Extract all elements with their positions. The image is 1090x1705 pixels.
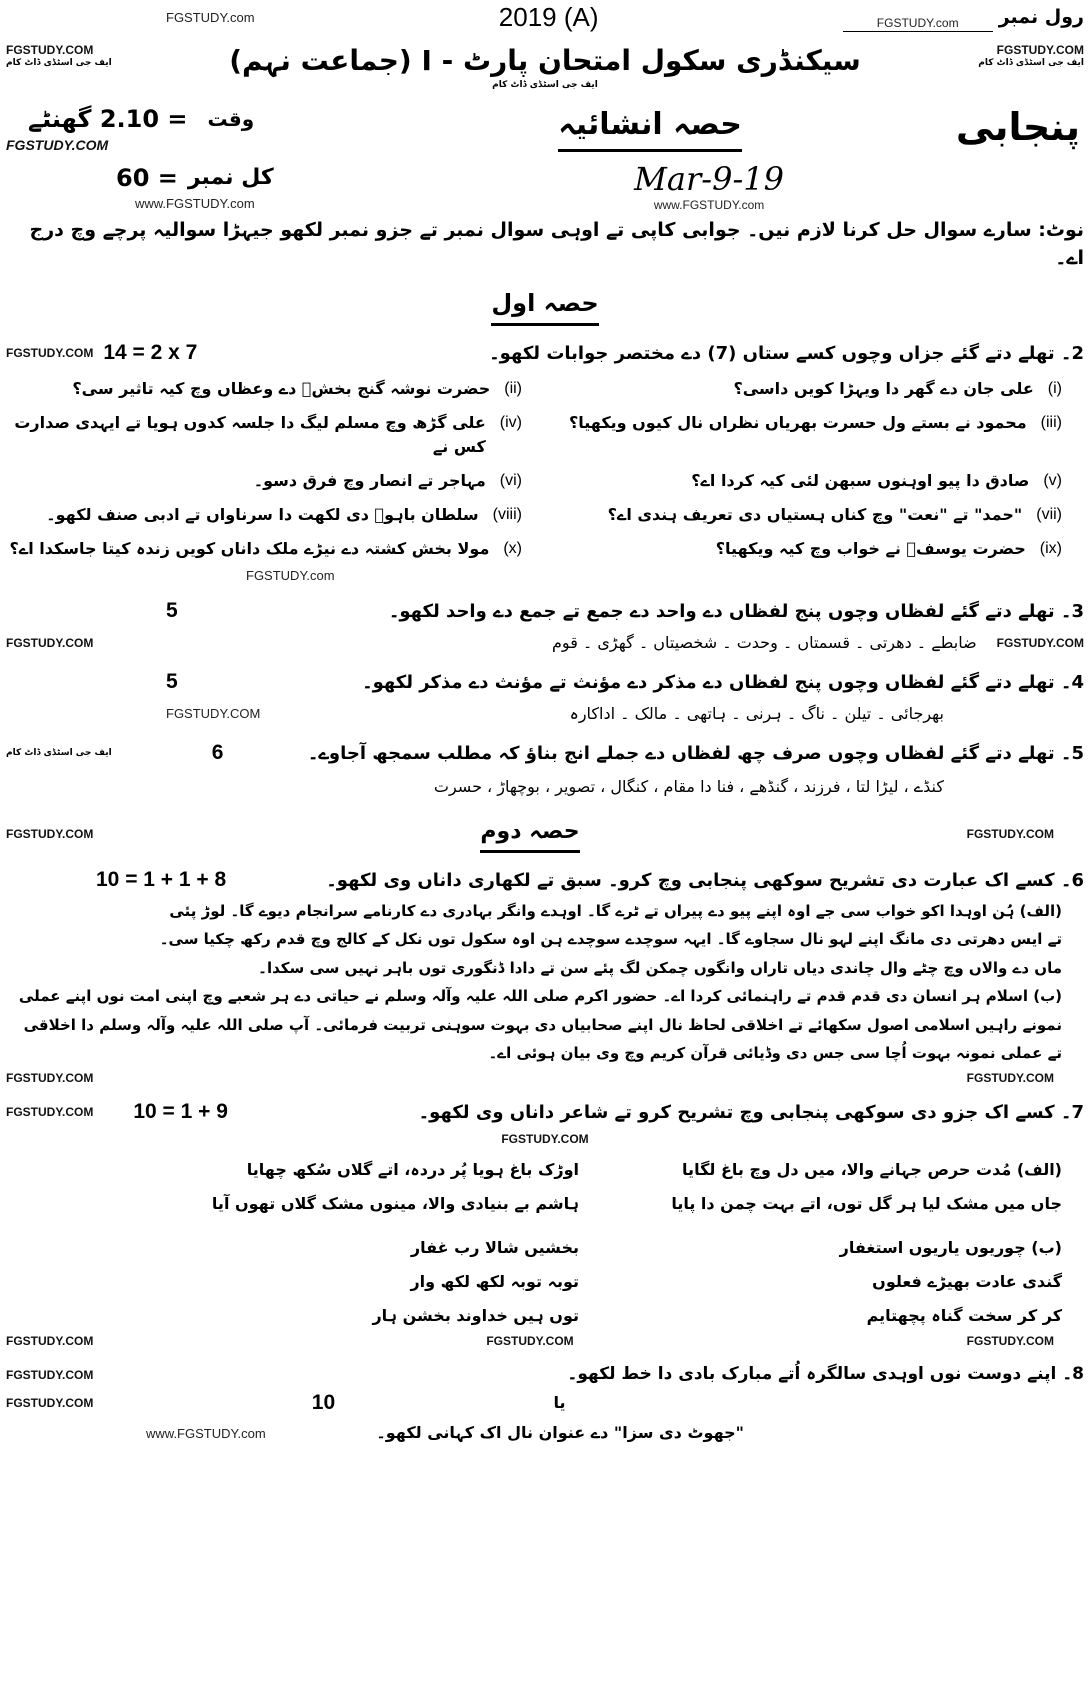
right-watermarks bbox=[978, 43, 1084, 71]
question-2-side bbox=[6, 341, 197, 365]
total-marks bbox=[116, 160, 274, 196]
q7-verse: توبہ توبہ لکھ لکھ وار bbox=[410, 1271, 579, 1291]
watermark: FGSTUDY.COM bbox=[501, 1131, 589, 1146]
watermark: FGSTUDY.COM bbox=[996, 43, 1084, 57]
q4-word-list: بھرجائی ۔ تیلن ۔ ناگ ۔ ہرنی ۔ ہاتھی ۔ مالک ۔ اداکارہ bbox=[569, 703, 944, 723]
question-8-marks: 10 bbox=[311, 1391, 336, 1415]
q5-word-list: کنڈے ، لیڑا لتا ، فرزند ، گنڈھے ، فنا دا مقام ، کنگال ، تصویر ، بوچھاڑ ، حسرت bbox=[433, 776, 944, 796]
q7-verse: توں ہیں خداوند بخشن ہار bbox=[372, 1305, 579, 1325]
exam-title: سیکنڈری سکول امتحان پارٹ - I (جماعت نہم) bbox=[229, 44, 861, 77]
watermark: www.FGSTUDY.com bbox=[134, 195, 255, 211]
watermark: FGSTUDY.COM bbox=[166, 706, 261, 722]
q4-words-row bbox=[6, 702, 1084, 726]
question-4: 4۔ تھلے دتے گئے لفظاں وچوں پنج لفظاں دے مذکر دے مؤنث تے مؤنث دے مذکر لکھو۔ bbox=[362, 671, 1084, 693]
question-7-side bbox=[6, 1100, 228, 1124]
watermark: FGSTUDY.COM bbox=[6, 137, 109, 154]
q2-item: (v) صادق دا پیو اوہنوں سبھن لئی کیہ کردا اے؟ bbox=[691, 470, 1062, 490]
roll-number bbox=[843, 3, 1084, 32]
q2-items bbox=[6, 377, 1062, 561]
watermark: FGSTUDY.COM bbox=[6, 43, 94, 57]
question-5-marks: 6 bbox=[211, 741, 224, 765]
question-2: 2۔ تھلے دتے گئے جزاں وچوں کسے ستاں (7) دے مختصر جوابات لکھو۔ bbox=[489, 342, 1084, 364]
question-4-marks: 5 bbox=[166, 670, 178, 694]
q7-verse: گندی عادت بھیڑے فعلوں bbox=[872, 1271, 1062, 1291]
part1-heading: حصہ اول bbox=[491, 285, 598, 326]
question-6-marks: 10 = 1 + 1 + 8 bbox=[96, 868, 227, 892]
q7-verse: جاں میں مشک لیا ہر گل توں، اتے بہت چمن دا پایا bbox=[671, 1193, 1062, 1213]
q7-bay-verses bbox=[126, 1236, 1062, 1328]
question-2-marks: 14 = 2 x 7 bbox=[103, 341, 198, 365]
watermark: FGSTUDY.com bbox=[876, 15, 959, 30]
q2-item: (vi) مہاجر تے انصار وچ فرق دسو۔ bbox=[253, 470, 522, 490]
q2-item: (ii) حضرت نوشہ گنج بخشؒ دے وعظاں وچ کیہ تاثیر سی؟ bbox=[72, 378, 522, 398]
watermark: FGSTUDY.com bbox=[166, 10, 255, 25]
q6-passage-line: نمونے راہیں اسلامی اصول سکھائے تے اخلاقی لحاظ نال اپنے صحابیاں دی بہوت سوہنی تربیت فرمائی۔ آپ صلی اللہ علیہ وآلہ وسلم دا اخلاقی bbox=[23, 1015, 1062, 1034]
q6-passage-line: تے ایس دھرتی دی مانگ اپنے لہو نال سجاوے گا۔ ایہہ سوچدے سوچدے ہن اوہ سکول توں نکل کے کالج وچ قدم رکھ چکیا سی۔ bbox=[159, 930, 1062, 949]
total-value: = 60 bbox=[116, 163, 178, 192]
q2-item: (viii) سلطان باہوؒ دی لکھت دا سرناواں تے ادبی صنف لکھو۔ bbox=[46, 504, 522, 524]
part2-heading-row bbox=[6, 815, 1084, 853]
watermark: FGSTUDY.COM bbox=[996, 635, 1084, 650]
q8-or-row bbox=[6, 1391, 1084, 1415]
watermark: FGSTUDY.com bbox=[246, 567, 335, 583]
question-6: 6۔ کسے اک عبارت دی تشریح سوکھی پنجابی وچ کرو۔ سبق تے لکھاری داناں وی لکھو۔ bbox=[326, 869, 1084, 891]
q2-item: (i) علی جان دے گھر دا ویہڑا کویں داسی؟ bbox=[733, 378, 1062, 398]
q6-passage-line: تے عملی نمونہ بہوت اُچا سی جس دی وڈیائی قرآن کریم وچ وی بیان ہوئی اے۔ bbox=[488, 1044, 1062, 1063]
watermark-wrap bbox=[246, 565, 1084, 584]
question-5-row bbox=[6, 740, 1084, 767]
q6-passage-line: ماں دے والاں وچ چٹے وال چاندی دیاں تاراں وانگوں چمکن لگ پئے سن تے دادا ڈنگوری توں باہر نہیں سی سکدا۔ bbox=[258, 958, 1062, 977]
question-7-row bbox=[6, 1099, 1084, 1126]
watermark: FGSTUDY.COM bbox=[6, 1396, 94, 1411]
section-title: حصہ انشائیہ bbox=[558, 102, 742, 152]
watermark: www.FGSTUDY.com bbox=[653, 197, 765, 212]
time-block bbox=[6, 101, 255, 154]
q2-item: (x) مولا بخش کشتہ دے نیڑے ملک داناں کویں زندہ کیتا جاسکدا اے؟ bbox=[9, 538, 522, 558]
watermark: FGSTUDY.COM bbox=[6, 1070, 94, 1085]
watermark: ایف جی اسٹڈی ڈاٹ کام bbox=[6, 747, 112, 758]
question-6-side bbox=[96, 868, 226, 892]
watermark: ایف جی اسٹڈی ڈاٹ کام bbox=[6, 58, 112, 68]
question-3: 3۔ تھلے دتے گئے لفظاں وچوں پنج لفظاں دے واحد دے جمع تے جمع دے واحد لکھو۔ bbox=[388, 600, 1084, 622]
total-block bbox=[116, 160, 274, 211]
question-6-row bbox=[6, 867, 1084, 894]
total-label: کل نمبر bbox=[187, 165, 274, 191]
paper-year: 2019 (A) bbox=[498, 2, 599, 32]
question-3-marks: 5 bbox=[166, 599, 178, 623]
question-8: 8۔ اپنے دوست نوں اوہدی سالگرہ اُتے مبارک بادی دا خط لکھو۔ bbox=[567, 1363, 1084, 1384]
time-label: وقت bbox=[207, 107, 255, 132]
question-3-side bbox=[166, 599, 178, 623]
watermark: FGSTUDY.COM bbox=[966, 1070, 1054, 1085]
watermark: FGSTUDY.COM bbox=[6, 1333, 94, 1348]
watermark: FGSTUDY.COM bbox=[6, 1105, 94, 1120]
title-block bbox=[229, 43, 861, 93]
watermark: ایف جی اسٹڈی ڈاٹ کام bbox=[978, 58, 1084, 68]
question-5: 5۔ تھلے دتے گئے لفظاں وچوں صرف چھ لفظاں دے جملے انج بناؤ کہ مطلب سمجھ آجاوے۔ bbox=[307, 742, 1084, 764]
q2-item: (vii) "حمد" تے "نعت" وچ کناں ہستیاں دی تعریف ہندی اے؟ bbox=[607, 504, 1062, 524]
watermark: ایف جی اسٹڈی ڈاٹ کام bbox=[492, 80, 598, 91]
time-value: = 2.10 گھنٹے bbox=[28, 105, 188, 134]
watermark: FGSTUDY.COM bbox=[966, 1333, 1054, 1348]
roll-number-label: رول نمبر bbox=[998, 6, 1084, 29]
header-section-row bbox=[6, 99, 1084, 156]
q7-verse: (ب) چوریوں یاریوں استغفار bbox=[839, 1237, 1062, 1257]
q8-alternative: "جھوٹ دی سزا" دے عنوان نال اک کہانی لکھو۔ bbox=[376, 1423, 744, 1443]
q3-word-list: ضابطے ۔ دھرتی ۔ قسمتاں ۔ وحدت ۔ شخصیتاں ۔ گھڑی ۔ قوم bbox=[552, 632, 977, 652]
watermark: FGSTUDY.COM bbox=[6, 346, 94, 361]
q2-item: (ix) حضرت یوسفؑ نے خواب وچ کیہ ویکھیا؟ bbox=[715, 538, 1062, 558]
q7-alif-verses bbox=[126, 1158, 1062, 1216]
question-7: 7۔ کسے اک جزو دی سوکھی پنجابی وچ تشریح کرو تے شاعر داناں وی لکھو۔ bbox=[418, 1101, 1084, 1123]
header-title-row bbox=[6, 43, 1084, 93]
question-8-side bbox=[6, 1368, 93, 1382]
q7-verse: (الف) مُدت حرص جہانے والا، میں دل وچ باغ لگایا bbox=[682, 1159, 1062, 1179]
q7-verse: اوڑک باغ ہویا پُر دردہ، اتے گلاں سُکھ چھایا bbox=[246, 1159, 579, 1179]
q7-verse: ہاشم بے بنیادی والا، مینوں مشک گلاں تھوں آیا bbox=[211, 1193, 579, 1213]
question-4-side bbox=[166, 670, 178, 694]
q2-item: (iii) محمود نے بستے ول حسرت بھریاں نظراں نال کیوں ویکھیا؟ bbox=[568, 412, 1062, 432]
date-block bbox=[634, 160, 784, 212]
watermark-row bbox=[6, 1132, 1084, 1146]
time-allowed bbox=[28, 101, 254, 137]
subject-name: پنجابی bbox=[955, 104, 1080, 149]
part1-heading-wrap bbox=[6, 285, 1084, 326]
q6-passage-line: (ب) اسلام ہر انسان دی قدم قدم تے راہنمائی کردا اے۔ حضور اکرم صلی اللہ علیہ وآلہ وسلم نے حیاتی دے ہر شعبے وچ اپنی امت نوں اپنے عملی bbox=[18, 987, 1062, 1006]
question-4-row bbox=[6, 669, 1084, 696]
watermark: FGSTUDY.COM bbox=[486, 1333, 574, 1348]
q3-words-row bbox=[6, 631, 1084, 655]
q7-verse: کر کر سخت گناہ پچھتایم bbox=[866, 1305, 1062, 1325]
q2-item: (iv) علی گڑھ وچ مسلم لیگ دا جلسہ کدوں ہویا تے ایہدی صدارت کس نے bbox=[14, 412, 522, 456]
header-top-row bbox=[6, 2, 1084, 33]
question-3-row bbox=[6, 598, 1084, 625]
instructions-note: نوٹ: سارے سوال حل کرنا لازم نیں۔ جوابی کاپی تے اوہی سوال نمبر تے جزو نمبر لکھو جیہڑا سوالیہ پرچے وچ درج اے۔ bbox=[29, 218, 1084, 270]
q7-verse: بخشیں شالا رب غفار bbox=[410, 1237, 579, 1257]
left-watermarks bbox=[6, 43, 112, 71]
watermark: FGSTUDY.COM bbox=[966, 826, 1054, 841]
question-8-row bbox=[6, 1362, 1084, 1388]
watermark-row bbox=[6, 1071, 1084, 1085]
q8-alt-row bbox=[6, 1421, 1084, 1445]
question-5-side bbox=[6, 741, 223, 765]
q6-passage-line: (الف) ہُن اوہدا اکو خواب سی جے اوہ اپنے پیو دے پیراں تے ٹرے گا۔ اوہدے وانگر بہادری دے کارنامے سرانجام دیوے گا۔ لوڑ پئی bbox=[169, 901, 1062, 920]
question-7-marks: 10 = 1 + 9 bbox=[133, 1100, 228, 1124]
watermark: FGSTUDY.COM bbox=[6, 826, 94, 841]
q8-or: یا bbox=[553, 1393, 566, 1413]
watermark: FGSTUDY.COM bbox=[6, 635, 94, 650]
header-marks-row bbox=[6, 160, 1084, 212]
watermark-row bbox=[6, 1334, 1084, 1348]
watermark: FGSTUDY.COM bbox=[6, 1367, 94, 1382]
question-2-row bbox=[6, 340, 1084, 367]
handwritten-date: Mar-9-19 bbox=[634, 159, 784, 198]
roll-number-field[interactable] bbox=[843, 12, 993, 32]
part2-heading: حصہ دوم bbox=[480, 815, 579, 853]
watermark: www.FGSTUDY.com bbox=[146, 1425, 266, 1441]
